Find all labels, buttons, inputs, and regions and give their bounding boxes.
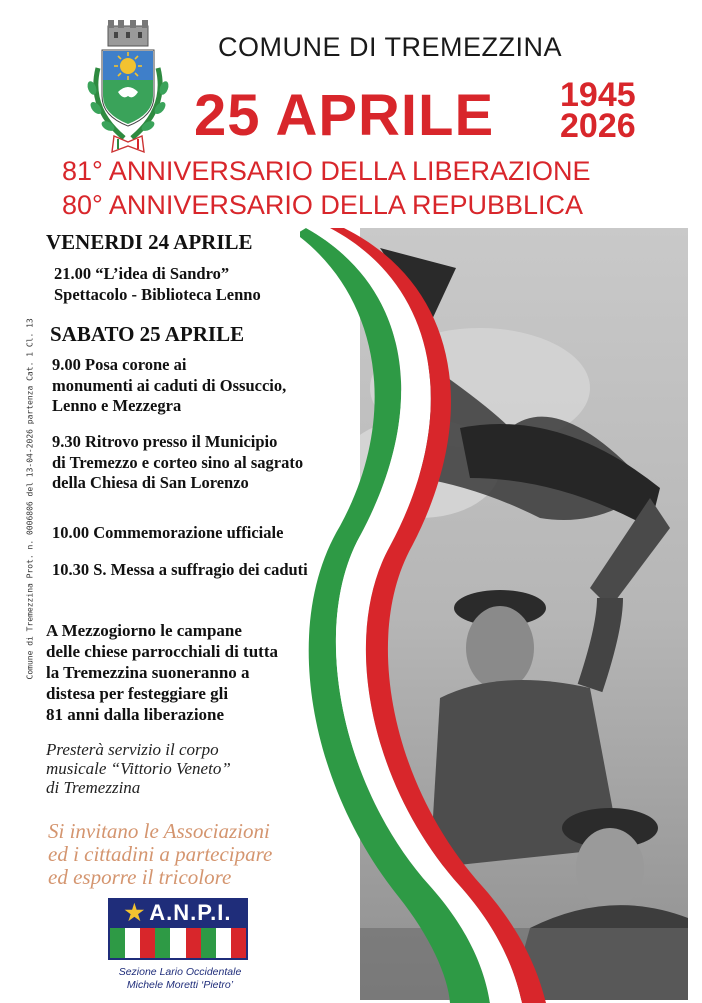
band-line: musicale “Vittorio Veneto”	[46, 759, 231, 778]
bells-line: A Mezzogiorno le campane	[46, 621, 242, 640]
year-start: 1945	[560, 76, 636, 114]
anpi-logo-text: A.N.P.I.	[149, 900, 232, 925]
protocol-stamp: Comune di Tremezzina Prot. n. 0006806 del 13-04-2026 partenza Cat. 1 Cl. 13	[25, 318, 35, 680]
bells-line: distesa per festeggiare gli	[46, 684, 229, 703]
saturday-event-4: 10.30 S. Messa a suffragio dei caduti	[52, 560, 308, 579]
comune-title: COMUNE DI TREMEZZINA	[218, 32, 563, 62]
tricolour-ribbon	[300, 226, 590, 1003]
saturday-event-2	[52, 432, 303, 494]
anpi-logo-banner	[108, 898, 248, 928]
event-line: 9.30 Ritrovo presso il Municipio	[52, 432, 278, 451]
band-line: di Tremezzina	[46, 778, 141, 797]
invitation-text	[48, 820, 272, 889]
bells-notice	[46, 620, 278, 725]
band-notice	[46, 740, 231, 797]
coat-of-arms-icon	[78, 18, 178, 160]
band-line: Presterà servizio il corpo	[46, 740, 219, 759]
event-line: di Tremezzo e corteo sino al sagrato	[52, 452, 304, 472]
saturday-event-3: 10.00 Commemorazione ufficiale	[52, 523, 284, 542]
anpi-section-line: Michele Moretti ‘Pietro’	[126, 979, 234, 991]
friday-heading: VENERDI 24 APRILE	[46, 230, 253, 254]
friday-event	[54, 264, 261, 305]
anpi-section	[96, 966, 264, 992]
anpi-logo-flags	[108, 928, 248, 960]
event-date-title: 25 APRILE	[194, 83, 495, 148]
year-end: 2026	[560, 107, 636, 145]
invite-line: ed i cittadini a partecipare	[48, 842, 273, 866]
event-line: Lenno e Mezzegra	[52, 396, 182, 415]
invite-line: ed esporre il tricolore	[48, 865, 232, 889]
bells-line: delle chiese parrocchiali di tutta	[46, 642, 278, 661]
saturday-event-1	[52, 355, 286, 417]
friday-event-line: 21.00 “L’idea di Sandro”	[54, 264, 230, 283]
years-block	[560, 76, 636, 145]
anniversary-republic: 80° ANNIVERSARIO DELLA REPUBBLICA	[62, 190, 584, 220]
saturday-heading: SABATO 25 APRILE	[50, 322, 245, 346]
bells-line: 81 anni dalla liberazione	[46, 705, 225, 724]
star-icon: ★	[124, 900, 146, 925]
invite-line: Si invitano le Associazioni	[48, 819, 270, 843]
anpi-section-line: Sezione Lario Occidentale	[118, 966, 242, 978]
event-line: monumenti ai caduti di Ossuccio,	[52, 375, 287, 395]
friday-event-line: Spettacolo - Biblioteca Lenno	[54, 284, 261, 304]
bells-line: la Tremezzina suoneranno a	[46, 663, 250, 682]
anpi-logo	[108, 898, 248, 964]
event-line: della Chiesa di San Lorenzo	[52, 473, 249, 492]
anniversary-liberation: 81° ANNIVERSARIO DELLA LIBERAZIONE	[62, 156, 591, 186]
event-line: 9.00 Posa corone ai	[52, 355, 187, 374]
